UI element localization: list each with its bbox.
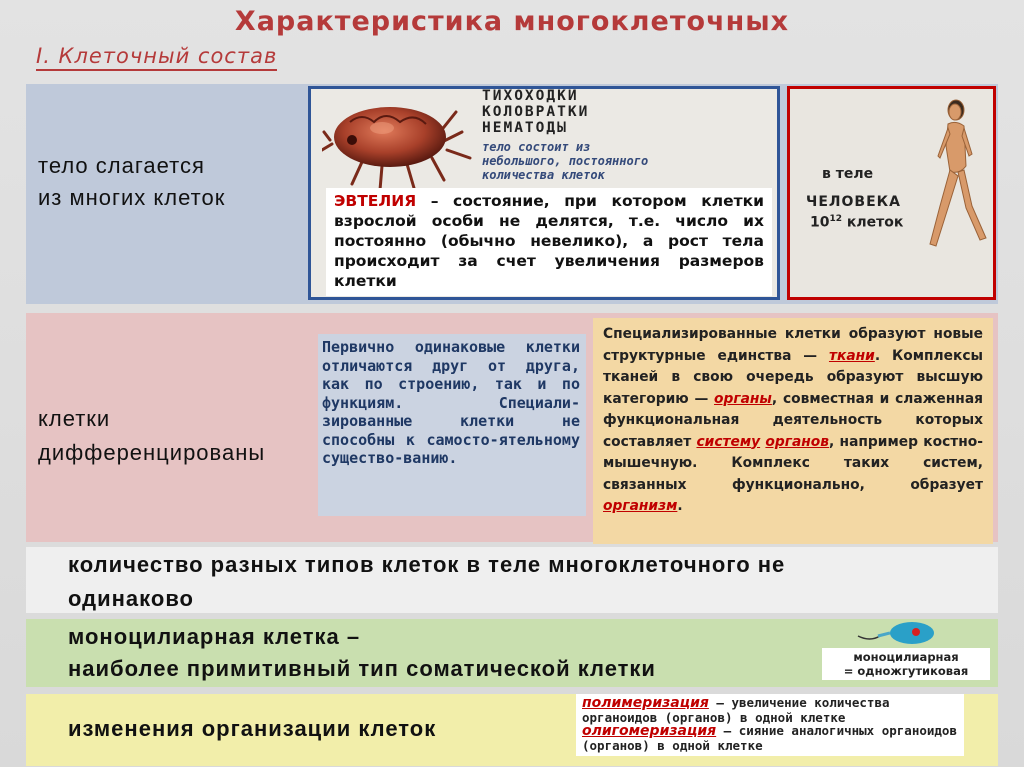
human-cell-count [810, 214, 903, 231]
specialized-cells-text [603, 324, 983, 518]
human-figure-image [900, 96, 990, 256]
row4-label-line1: моноцилиарная клетка – [68, 624, 361, 649]
term-organs: органы [714, 390, 772, 407]
row3-label-line1: количество разных типов клеток в теле многоклеточного не [68, 552, 786, 577]
spec-part2: . Комплексы тканей в свою очередь образуют высшую категорию — [603, 347, 984, 407]
spec-part3: , совместная и слаженная функциональная деятельность которых составляет [603, 390, 983, 450]
mono-line2: = одножгутиковая [843, 664, 969, 678]
slide-title: Характеристика многоклеточных [234, 6, 790, 37]
note-line2: небольшого, постоянного [482, 154, 649, 168]
oligomerization-term: олигомеризация [582, 723, 717, 739]
animal-tardigrades: ТИХОХОДКИ [482, 88, 579, 104]
specialized-cells-box [593, 318, 993, 544]
term-system: систему [696, 433, 761, 450]
spec-part4: , например костно-мышечную. Комплекс таких систем, связанных функционально, образует [603, 433, 983, 493]
oligomerization-def [582, 724, 958, 752]
small-animals-list [482, 88, 589, 136]
row1-label-line1: тело слагается [38, 153, 205, 178]
term-organs-2: органов [765, 433, 830, 450]
tardigrade-image [322, 92, 472, 192]
spec-part1: Специализированные клетки образуют новые структурные единства — [603, 326, 983, 364]
flagellate-cell-icon [856, 620, 936, 648]
eutely-text: – состояние, при котором клетки взрослой особи не делятся, т.е. число их постоянно (обычно невелико), а рост тела происходит за счет увеличения размеров клетки [334, 192, 764, 290]
row2-label [38, 402, 265, 470]
polymerization-text: – увеличение количества органоидов (органов) в одной клетке [582, 695, 890, 725]
note-line1: тело состоит из [482, 140, 591, 154]
polymerization-def [582, 696, 958, 724]
animal-rotifers: КОЛОВРАТКИ [482, 104, 590, 120]
row2-label-line1: клетки [38, 406, 111, 431]
human-text-in-body: в теле [822, 166, 874, 182]
term-organism: организм [603, 498, 678, 514]
monociliary-label [822, 648, 990, 680]
row3-label [68, 548, 785, 616]
note-line3: количества клеток [482, 168, 605, 182]
row4-label [68, 621, 656, 685]
animal-nematodes: НЕМАТОДЫ [482, 120, 568, 136]
row1-label-line2: из многих клеток [38, 185, 226, 210]
human-text-human: ЧЕЛОВЕКА [806, 194, 901, 210]
row5-label: изменения организации клеток [68, 716, 437, 741]
term-tissues: ткани [828, 347, 875, 364]
polymerization-term: полимеризация [582, 695, 709, 711]
cell-count-suffix: клеток [842, 214, 904, 231]
section-subtitle: I. Клеточный состав [36, 44, 277, 71]
spec-part5: . [677, 498, 683, 514]
small-animals-note [482, 140, 648, 182]
row2-label-line2: дифференцированы [38, 440, 266, 465]
cell-count-exponent: 12 [829, 214, 843, 224]
oligomerization-text: – сияние аналогичных органоидов (органов) в одной клетке [582, 723, 957, 753]
mono-line1: моноцилиарная [853, 650, 959, 664]
row3-label-line2: одинаково [68, 586, 194, 611]
primary-cells-text: Первично одинаковые клетки отличаются друг от друга, как по строению, так и по функциям. Специали-зированные клетки не способны к самосто-ятельному существо-ванию. [322, 338, 580, 467]
row1-label [38, 150, 225, 214]
polymerization-box [576, 694, 964, 756]
eutely-term: ЭВТЕЛИЯ [334, 192, 417, 210]
cell-count-base: 10 [810, 214, 830, 231]
eutely-definition [326, 188, 772, 296]
row4-label-line2: наиболее примитивный тип соматической клетки [68, 656, 656, 681]
